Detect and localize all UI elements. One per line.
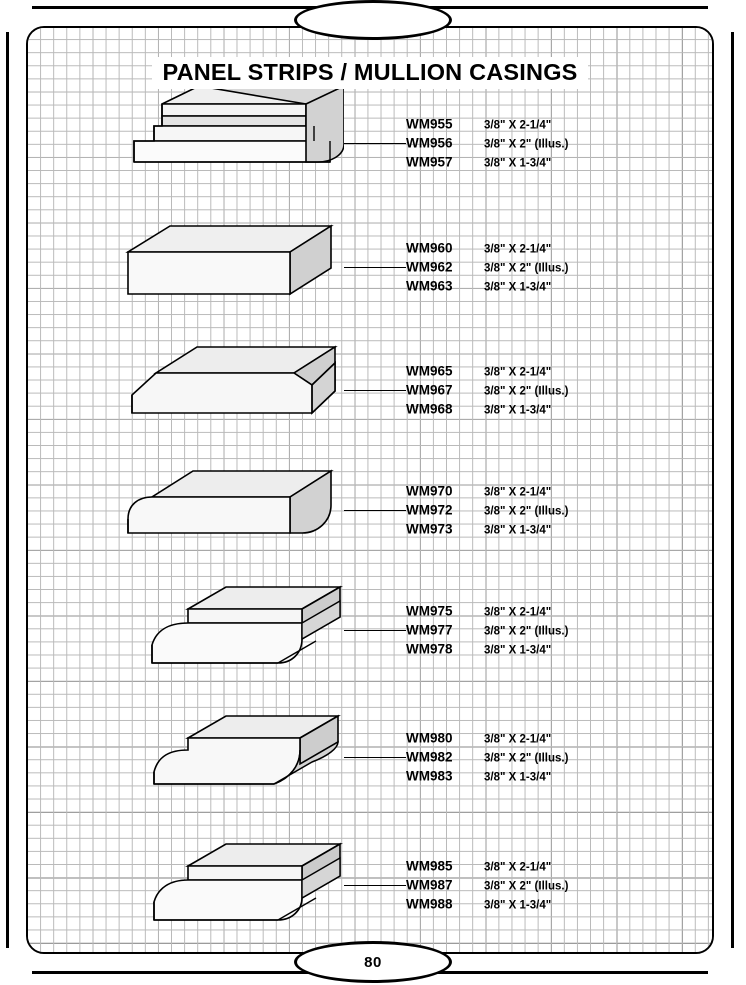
leader-line	[344, 390, 406, 391]
profile-code: WM956	[406, 135, 453, 151]
profile-code: WM967	[406, 382, 453, 398]
profile-size: 3/8" X 2" (Illus.)	[484, 138, 569, 151]
profile-code: WM977	[406, 622, 453, 638]
leader-line	[344, 267, 406, 268]
panel-strip-wm962-illustration	[94, 210, 344, 324]
list-item	[406, 362, 568, 381]
profile-size: 3/8" X 1-3/4"	[484, 524, 552, 537]
profile-code: WM960	[406, 240, 453, 256]
page-number-badge	[294, 941, 452, 983]
profile-code: WM983	[406, 768, 453, 784]
spec-list	[406, 857, 568, 914]
list-item	[406, 482, 568, 501]
table-row	[28, 333, 712, 447]
profile-size: 3/8" X 1-3/4"	[484, 771, 552, 784]
list-item	[406, 239, 568, 258]
table-row	[28, 700, 712, 814]
profile-size: 3/8" X 1-3/4"	[484, 899, 552, 912]
spec-list	[406, 362, 568, 419]
profile-code: WM975	[406, 603, 453, 619]
list-item	[406, 400, 568, 419]
spec-list	[406, 482, 568, 539]
list-item	[406, 767, 568, 786]
profile-code: WM957	[406, 154, 453, 170]
profile-code: WM970	[406, 483, 453, 499]
profile-code: WM982	[406, 749, 453, 765]
spec-list	[406, 115, 568, 172]
list-item	[406, 520, 568, 539]
list-item	[406, 153, 568, 172]
page-title-text: PANEL STRIPS / MULLION CASINGS	[152, 57, 587, 89]
leader-line	[344, 510, 406, 511]
profile-size: 3/8" X 2-1/4"	[484, 366, 552, 379]
table-row	[28, 210, 712, 324]
list-item	[406, 621, 568, 640]
profile-size: 3/8" X 2-1/4"	[484, 119, 552, 132]
profile-code: WM972	[406, 502, 453, 518]
profile-code: WM988	[406, 896, 453, 912]
list-item	[406, 895, 568, 914]
table-row	[28, 86, 712, 200]
profile-size: 3/8" X 1-3/4"	[484, 281, 552, 294]
profile-size: 3/8" X 2-1/4"	[484, 861, 552, 874]
profile-code: WM963	[406, 278, 453, 294]
top-binding-oval	[294, 0, 452, 40]
spec-list	[406, 602, 568, 659]
table-row	[28, 573, 712, 687]
panel-strip-wm977-illustration	[94, 573, 344, 687]
leader-line	[344, 630, 406, 631]
profile-code: WM980	[406, 730, 453, 746]
profile-size: 3/8" X 2-1/4"	[484, 733, 552, 746]
page-inner-panel	[26, 26, 714, 954]
panel-strip-wm967-illustration	[94, 333, 344, 447]
profile-size: 3/8" X 2-1/4"	[484, 243, 552, 256]
spec-list	[406, 239, 568, 296]
page-title	[28, 57, 712, 89]
leader-line	[344, 885, 406, 886]
list-item	[406, 857, 568, 876]
list-item	[406, 258, 568, 277]
profile-rows	[28, 28, 712, 952]
profile-code: WM965	[406, 363, 453, 379]
leader-line	[344, 757, 406, 758]
panel-strip-wm972-illustration	[94, 453, 344, 567]
list-item	[406, 748, 568, 767]
profile-size: 3/8" X 1-3/4"	[484, 404, 552, 417]
list-item	[406, 381, 568, 400]
list-item	[406, 876, 568, 895]
table-row	[28, 453, 712, 567]
profile-size: 3/8" X 2-1/4"	[484, 606, 552, 619]
profile-size: 3/8" X 2" (Illus.)	[484, 385, 569, 398]
list-item	[406, 729, 568, 748]
list-item	[406, 115, 568, 134]
profile-code: WM978	[406, 641, 453, 657]
profile-code: WM985	[406, 858, 453, 874]
table-row	[28, 828, 712, 942]
profile-size: 3/8" X 2" (Illus.)	[484, 625, 569, 638]
profile-code: WM968	[406, 401, 453, 417]
profile-size: 3/8" X 2" (Illus.)	[484, 505, 569, 518]
list-item	[406, 134, 568, 153]
profile-size: 3/8" X 1-3/4"	[484, 157, 552, 170]
profile-size: 3/8" X 2" (Illus.)	[484, 880, 569, 893]
profile-size: 3/8" X 1-3/4"	[484, 644, 552, 657]
profile-code: WM962	[406, 259, 453, 275]
profile-code: WM973	[406, 521, 453, 537]
list-item	[406, 277, 568, 296]
profile-size: 3/8" X 2" (Illus.)	[484, 752, 569, 765]
page-number: 80	[364, 953, 382, 971]
panel-strip-wm987-illustration	[94, 828, 344, 942]
spec-list	[406, 729, 568, 786]
list-item	[406, 640, 568, 659]
profile-size: 3/8" X 2" (Illus.)	[484, 262, 569, 275]
list-item	[406, 501, 568, 520]
panel-strip-wm956-illustration	[94, 86, 344, 200]
panel-strip-wm982-illustration	[94, 700, 344, 814]
leader-line	[344, 143, 406, 144]
profile-code: WM987	[406, 877, 453, 893]
profile-code: WM955	[406, 116, 453, 132]
profile-size: 3/8" X 2-1/4"	[484, 486, 552, 499]
list-item	[406, 602, 568, 621]
